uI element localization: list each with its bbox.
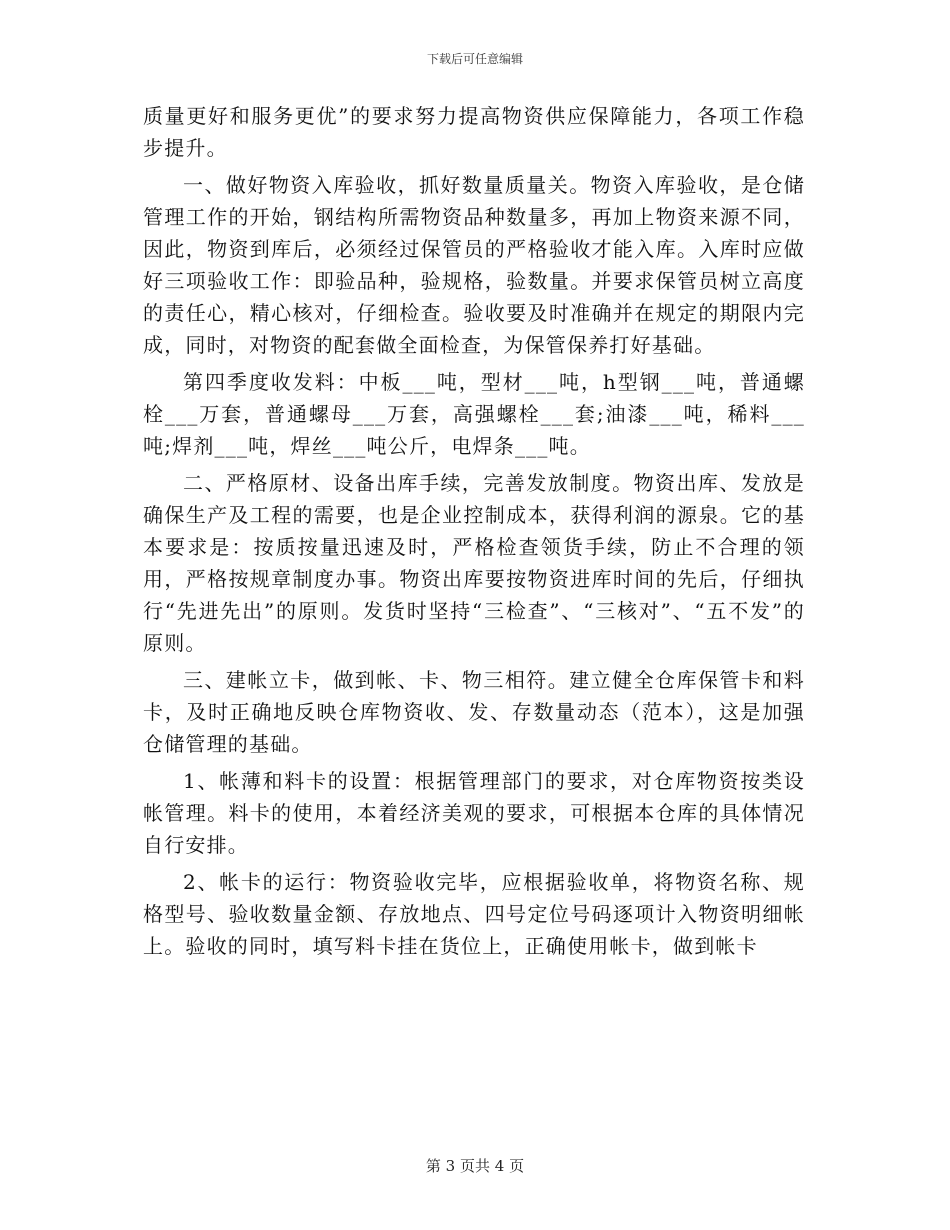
paragraph-outbound-procedure: 二、严格原材、设备出库手续，完善发放制度。物资出库、发放是确保生产及工程的需要，也是企业控制成本，获得利润的源泉。它的基本要求是：按质按量迅速及时，严格检查领货手续，防止不合理的领用，严格按规章制度办事。物资出库要按物资进库时间的先后，仔细执行“先进先出”的原则。发货时坚持“三检查”、“三核对”、“五不发”的原则。 [143, 471, 805, 655]
page-header: 下载后可任意编辑 [426, 52, 523, 66]
paragraph-continuation: 质量更好和服务更优”的要求努力提高物资供应保障能力，各项工作稳步提升。 [143, 104, 805, 160]
page-number: 第 3 页共 4 页 [425, 1157, 525, 1175]
paragraph-ledger-setup: 1、帐薄和料卡的设置：根据管理部门的要求，对仓库物资按类设帐管理。料卡的使用，本着经济美观的要求，可根据本仓库的具体情况自行安排。 [143, 769, 805, 857]
paragraph-accounts-cards: 三、建帐立卡，做到帐、卡、物三相符。建立健全仓库保管卡和料卡，及时正确地反映仓库物资收、发、存数量动态（范本），这是加强仓储管理的基础。 [143, 668, 805, 756]
paragraph-ledger-operation: 2、帐卡的运行：物资验收完毕，应根据验收单，将物资名称、规格型号、验收数量金额、存放地点、四号定位号码逐项计入物资明细帐上。验收的同时，填写料卡挂在货位上，正确使用帐卡，做到帐卡 [143, 870, 805, 958]
document-body [143, 100, 805, 967]
paragraph-inbound-inspection: 一、做好物资入库验收，抓好数量质量关。物资入库验收，是仓储管理工作的开始，钢结构所需物资品种数量多，再加上物资来源不同，因此，物资到库后，必须经过保管员的严格验收才能入库。入库时应做好三项验收工作：即验品种，验规格，验数量。并要求保管员树立高度的责任心，精心核对，仔细检查。验收要及时准确并在规定的期限内完成，同时，对物资的配套做全面检查，为保管保养打好基础。 [143, 173, 805, 357]
paragraph-q4-materials: 第四季度收发料：中板___吨，型材___吨，h型钢___吨，普通螺栓___万套，普通螺母___万套，高强螺栓___套;油漆___吨，稀料___吨;焊剂___吨，焊丝___吨公斤，电焊条___吨。 [143, 370, 805, 458]
